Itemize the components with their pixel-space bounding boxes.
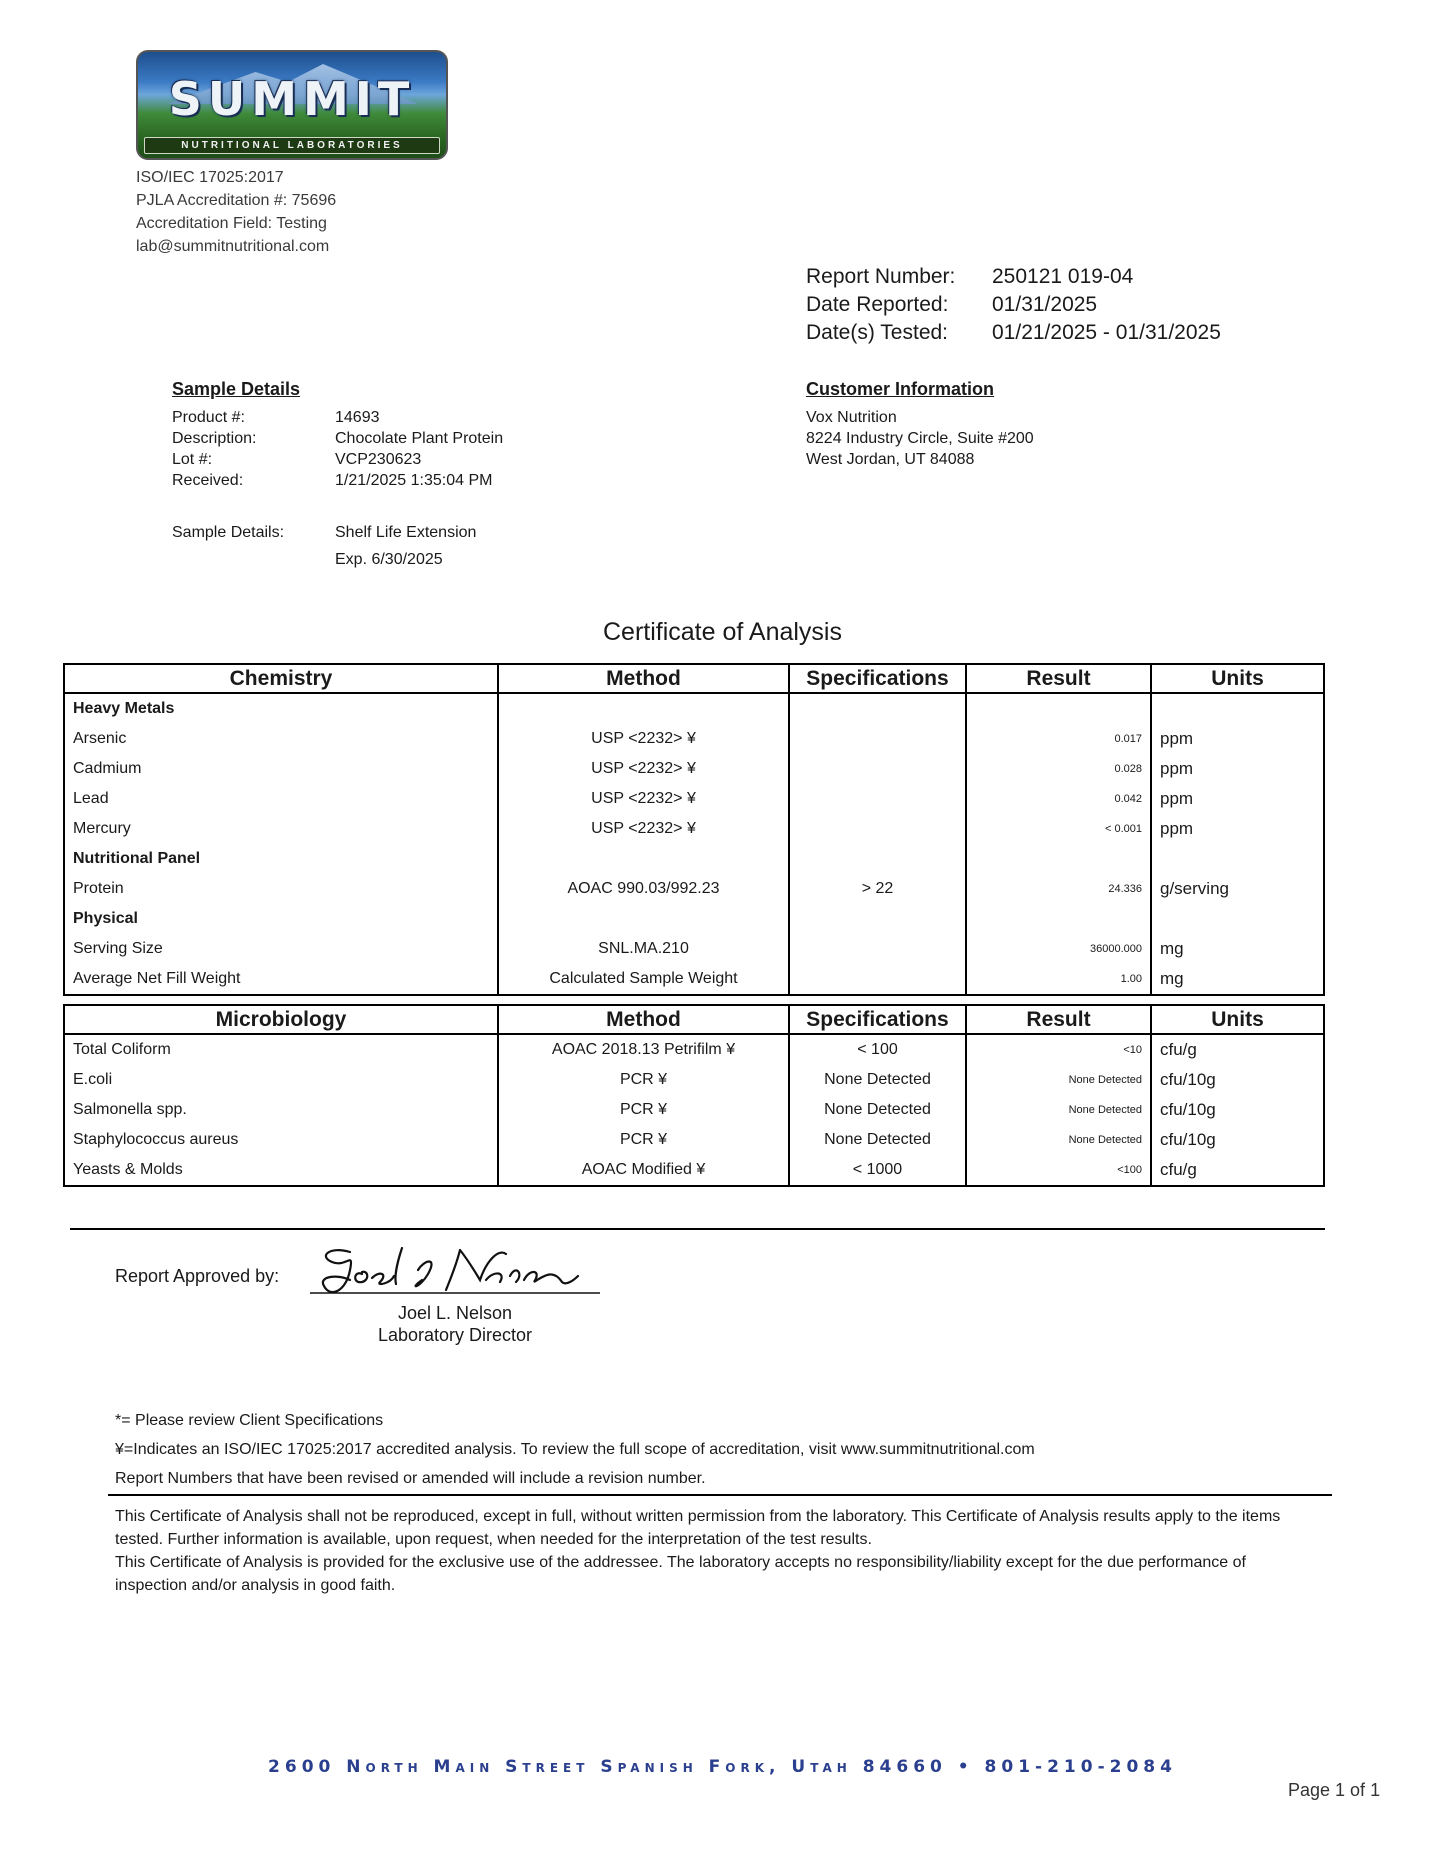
notes xyxy=(115,1406,1035,1493)
result: 0.017 xyxy=(966,724,1151,754)
col-units: Units xyxy=(1151,664,1324,693)
table-row xyxy=(64,934,1324,964)
col-specifications: Specifications xyxy=(789,1005,966,1034)
table-row xyxy=(64,1155,1324,1186)
result: <100 xyxy=(966,1155,1151,1186)
result: None Detected xyxy=(966,1095,1151,1125)
customer-address1: 8224 Industry Circle, Suite #200 xyxy=(806,430,1034,447)
result: < 0.001 xyxy=(966,814,1151,844)
accreditation-info xyxy=(136,166,336,258)
date-reported: 01/31/2025 xyxy=(992,293,1098,316)
analyte-name: Lead xyxy=(64,784,498,814)
col-result: Result xyxy=(966,1005,1151,1034)
microbiology-table xyxy=(63,1004,1325,1187)
units: mg xyxy=(1151,934,1324,964)
method: Calculated Sample Weight xyxy=(498,964,789,995)
product-number: 14693 xyxy=(335,409,380,426)
group-row xyxy=(64,844,1324,874)
lot-label: Lot #: xyxy=(172,451,213,468)
method: USP <2232> ¥ xyxy=(498,724,789,754)
specification: None Detected xyxy=(789,1095,966,1125)
specification: < 100 xyxy=(789,1034,966,1065)
note-accredited: ¥=Indicates an ISO/IEC 17025:2017 accredited analysis. To review the full scope of accreditation, visit www.summitnutritional.com xyxy=(115,1441,1035,1458)
units: ppm xyxy=(1151,754,1324,784)
report-meta xyxy=(806,263,1221,347)
col-units: Units xyxy=(1151,1005,1324,1034)
col-specifications: Specifications xyxy=(789,664,966,693)
organism-name: Salmonella spp. xyxy=(64,1095,498,1125)
report-number: 250121 019-04 xyxy=(992,265,1134,288)
col-microbiology: Microbiology xyxy=(64,1005,498,1034)
result: None Detected xyxy=(966,1125,1151,1155)
analyte-name: Protein xyxy=(64,874,498,904)
received-label: Received: xyxy=(172,472,244,489)
method: USP <2232> ¥ xyxy=(498,754,789,784)
col-chemistry: Chemistry xyxy=(64,664,498,693)
note-client-specs: *= Please review Client Specifications xyxy=(115,1412,384,1429)
result: <10 xyxy=(966,1034,1151,1065)
accreditation-number: PJLA Accreditation #: 75696 xyxy=(136,192,337,209)
col-result: Result xyxy=(966,664,1151,693)
summit-logo xyxy=(136,50,448,160)
result: 36000.000 xyxy=(966,934,1151,964)
table-row xyxy=(64,1065,1324,1095)
method: USP <2232> ¥ xyxy=(498,814,789,844)
units: g/serving xyxy=(1151,874,1324,904)
specification xyxy=(789,784,966,814)
disclaimer-liability: This Certificate of Analysis is provided for the exclusive use of the addressee. The laboratory accepts no responsibility/liability except for the due performance of inspection and/or analysis in good faith. xyxy=(115,1554,1246,1594)
table-row xyxy=(64,1034,1324,1065)
sample-extra xyxy=(172,519,476,573)
customer-info xyxy=(806,407,1034,470)
units: ppm xyxy=(1151,814,1324,844)
signature xyxy=(310,1240,600,1304)
disclaimer xyxy=(115,1505,1305,1597)
units: cfu/g xyxy=(1151,1034,1324,1065)
analyte-name: Mercury xyxy=(64,814,498,844)
sample-details xyxy=(172,407,503,491)
accreditation-standard: ISO/IEC 17025:2017 xyxy=(136,169,284,186)
specification xyxy=(789,934,966,964)
microbiology-header-row xyxy=(64,1005,1324,1034)
certificate-title: Certificate of Analysis xyxy=(603,618,842,646)
col-method: Method xyxy=(498,1005,789,1034)
result: None Detected xyxy=(966,1065,1151,1095)
customer-heading: Customer Information xyxy=(806,379,995,399)
table-row xyxy=(64,784,1324,814)
report-number-label: Report Number: xyxy=(806,265,956,288)
customer-name: Vox Nutrition xyxy=(806,409,897,426)
method: AOAC 2018.13 Petrifilm ¥ xyxy=(498,1034,789,1065)
result: 1.00 xyxy=(966,964,1151,995)
group-physical: Physical xyxy=(64,904,498,934)
dates-tested: 01/21/2025 - 01/31/2025 xyxy=(992,321,1221,344)
sample-details-heading: Sample Details xyxy=(172,379,301,399)
footer-address: 2600 North Main Street Spanish Fork, Utah 84660 • 801-210-2084 xyxy=(268,1757,1177,1777)
analyte-name: Average Net Fill Weight xyxy=(64,964,498,995)
result: 0.042 xyxy=(966,784,1151,814)
approver-name: Joel L. Nelson xyxy=(397,1303,513,1323)
group-heavy-metals: Heavy Metals xyxy=(64,693,498,724)
analyte-name: Cadmium xyxy=(64,754,498,784)
description-label: Description: xyxy=(172,430,257,447)
accreditation-field: Accreditation Field: Testing xyxy=(136,215,327,232)
chemistry-table xyxy=(63,663,1325,996)
method: PCR ¥ xyxy=(498,1125,789,1155)
units: cfu/10g xyxy=(1151,1065,1324,1095)
description: Chocolate Plant Protein xyxy=(335,430,504,447)
units: mg xyxy=(1151,964,1324,995)
customer-address2: West Jordan, UT 84088 xyxy=(806,451,975,468)
dates-tested-label: Date(s) Tested: xyxy=(806,321,949,344)
analyte-name: Arsenic xyxy=(64,724,498,754)
sample-details-label: Sample Details: xyxy=(172,524,285,541)
product-label: Product #: xyxy=(172,409,245,426)
result: 0.028 xyxy=(966,754,1151,784)
specification xyxy=(789,724,966,754)
divider xyxy=(108,1494,1332,1496)
chemistry-header-row xyxy=(64,664,1324,693)
specification: > 22 xyxy=(789,874,966,904)
lab-email: lab@summitnutritional.com xyxy=(136,238,330,255)
specification: None Detected xyxy=(789,1065,966,1095)
specification xyxy=(789,814,966,844)
signature-drawing xyxy=(310,1240,600,1304)
specification xyxy=(789,754,966,784)
lot-number: VCP230623 xyxy=(335,451,422,468)
group-row xyxy=(64,904,1324,934)
specification xyxy=(789,964,966,995)
sample-details-line1: Shelf Life Extension xyxy=(335,524,477,541)
method: SNL.MA.210 xyxy=(498,934,789,964)
disclaimer-reproduction: This Certificate of Analysis shall not be reproduced, except in full, without written permission from the laboratory. This Certificate of Analysis results apply to the items tested. Further information is available, upon request, when needed for the interpretation of the test results. xyxy=(115,1508,1281,1548)
specification: < 1000 xyxy=(789,1155,966,1186)
method: USP <2232> ¥ xyxy=(498,784,789,814)
page-number: Page 1 of 1 xyxy=(1288,1780,1381,1800)
sample-details-line2: Exp. 6/30/2025 xyxy=(335,551,443,568)
units: ppm xyxy=(1151,784,1324,814)
date-reported-label: Date Reported: xyxy=(806,293,949,316)
table-row xyxy=(64,1125,1324,1155)
divider xyxy=(70,1228,1325,1230)
units: cfu/g xyxy=(1151,1155,1324,1186)
units: cfu/10g xyxy=(1151,1095,1324,1125)
table-row xyxy=(64,1095,1324,1125)
table-row xyxy=(64,874,1324,904)
units: ppm xyxy=(1151,724,1324,754)
units: cfu/10g xyxy=(1151,1125,1324,1155)
approved-by-label: Report Approved by: xyxy=(115,1266,280,1286)
received-date: 1/21/2025 1:35:04 PM xyxy=(335,472,493,489)
organism-name: E.coli xyxy=(64,1065,498,1095)
organism-name: Total Coliform xyxy=(64,1034,498,1065)
col-method: Method xyxy=(498,664,789,693)
organism-name: Staphylococcus aureus xyxy=(64,1125,498,1155)
organism-name: Yeasts & Molds xyxy=(64,1155,498,1186)
approver-title: Laboratory Director xyxy=(377,1325,533,1345)
method: AOAC 990.03/992.23 xyxy=(498,874,789,904)
logo-brand: SUMMIT xyxy=(168,72,416,126)
result: 24.336 xyxy=(966,874,1151,904)
analyte-name: Serving Size xyxy=(64,934,498,964)
logo-tagline: NUTRITIONAL LABORATORIES xyxy=(144,137,440,154)
approver xyxy=(330,1302,580,1346)
group-row xyxy=(64,693,1324,724)
method: AOAC Modified ¥ xyxy=(498,1155,789,1186)
table-row xyxy=(64,754,1324,784)
method: PCR ¥ xyxy=(498,1095,789,1125)
note-revisions: Report Numbers that have been revised or amended will include a revision number. xyxy=(115,1470,706,1487)
group-nutritional-panel: Nutritional Panel xyxy=(64,844,498,874)
specification: None Detected xyxy=(789,1125,966,1155)
method: PCR ¥ xyxy=(498,1065,789,1095)
table-row xyxy=(64,724,1324,754)
table-row xyxy=(64,814,1324,844)
table-row xyxy=(64,964,1324,995)
